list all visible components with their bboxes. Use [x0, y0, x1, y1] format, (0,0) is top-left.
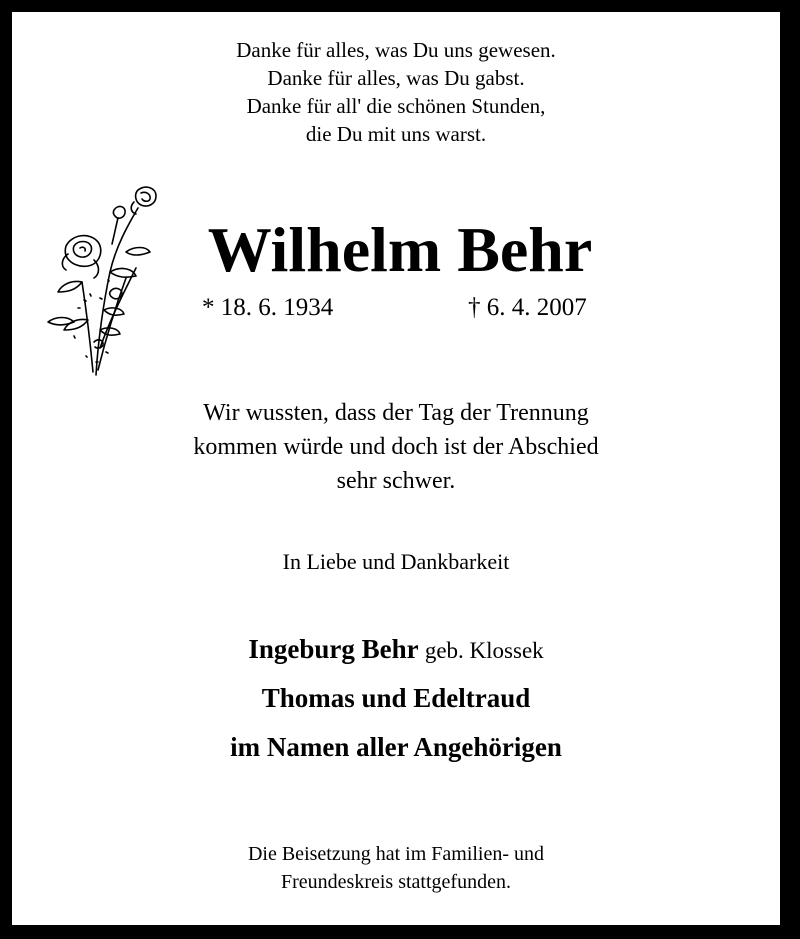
burial-notice [12, 840, 780, 896]
closing-phrase: In Liebe und Dankbarkeit [282, 549, 510, 574]
signer-primary [12, 631, 780, 669]
poem-line: die Du mit uns warst. [305, 122, 487, 146]
death-date: † 6. 4. 2007 [468, 294, 587, 321]
poem-line: Danke für all' die schönen Stunden, [246, 94, 546, 118]
farewell-line: Wir wussten, dass der Tag der Trennung [203, 400, 589, 426]
notice-line: Freundeskreis stattgefunden. [281, 871, 511, 893]
farewell-text [12, 396, 780, 498]
birth-date: * 18. 6. 1934 [202, 294, 334, 321]
memorial-poem [12, 36, 780, 148]
poem-line: Danke für alles, was Du uns gewesen. [236, 38, 556, 62]
signer-name: Ingeburg Behr [248, 634, 419, 664]
signer-maiden-name: geb. Klossek [424, 638, 544, 663]
rose-illustration-icon [38, 180, 163, 385]
farewell-line: sehr schwer. [336, 468, 456, 494]
farewell-line: kommen würde und doch ist der Abschied [193, 434, 599, 460]
signer-secondary: Thomas und Edeltraud [261, 683, 531, 713]
poem-line: Danke für alles, was Du gabst. [267, 66, 525, 90]
notice-line: Die Beisetzung hat im Familien- und [247, 843, 545, 865]
signer-relatives: im Namen aller Angehörigen [230, 732, 562, 762]
deceased-name: Wilhelm Behr [207, 214, 593, 285]
